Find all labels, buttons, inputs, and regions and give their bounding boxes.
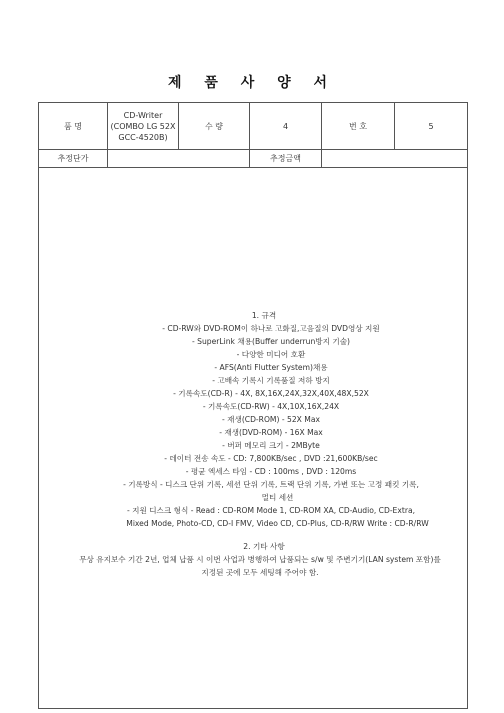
spec-item: - 평균 엑세스 타임 - CD : 100ms , DVD : 120ms bbox=[185, 467, 357, 476]
section1-title: 1. 규격 bbox=[251, 311, 277, 320]
spec-body-row bbox=[39, 168, 468, 709]
label-quantity: 수 량 bbox=[179, 103, 250, 150]
support-line-1: - 지원 디스크 형식 - Read : CD-ROM Mode 1, CD-ROM XA, CD-Audio, CD-Extra, bbox=[126, 506, 416, 515]
spec-item: - 재생(DVD-ROM) - 16X Max bbox=[219, 428, 323, 437]
label-unit-price: 추정단가 bbox=[39, 150, 108, 168]
spec-item: - 기록방식 - 디스크 단위 기록, 세션 단위 기록, 트랙 단위 기록, 가변 또는 고정 패킷 기록, bbox=[123, 480, 419, 489]
spec-item: - 데이터 전송 속도 - CD: 7,800KB/sec , DVD :21,600KB/sec bbox=[164, 454, 378, 463]
price-row bbox=[39, 150, 468, 168]
spec-item: - 버퍼 메모리 크기 - 2MByte bbox=[222, 441, 320, 450]
section2-title: 2. 기타 사항 bbox=[243, 542, 285, 551]
spec-item: - CD-RW와 DVD-ROM이 하나로 고화질,고음질의 DVD영상 지원 bbox=[162, 324, 380, 333]
unit-price-value bbox=[108, 150, 250, 168]
product-line-3: GCC-4520B) bbox=[118, 132, 168, 142]
total-price-value bbox=[322, 150, 468, 168]
label-total-price: 추정금액 bbox=[250, 150, 322, 168]
spec-item: - 기록속도(CD-RW) - 4X,10X,16X,24X bbox=[202, 402, 340, 411]
spec-item-continuation: 멀티 세션 bbox=[261, 493, 294, 502]
product-line-2: (COMBO LG 52X bbox=[110, 121, 176, 131]
spec-body bbox=[39, 297, 467, 579]
label-number: 번 호 bbox=[322, 103, 395, 150]
spec-items bbox=[61, 322, 467, 491]
product-line-1: CD-Writer bbox=[123, 110, 163, 120]
spec-item: - 다양한 미디어 호환 bbox=[236, 350, 306, 359]
support-line-2: Mixed Mode, Photo-CD, CD-I FMV, Video CD, CD-Plus, CD-R/RW Write : CD-R/RW bbox=[126, 519, 429, 528]
spec-item: - 기록속도(CD-R) - 4X, 8X,16X,24X,32X,40X,48X,52X bbox=[173, 389, 369, 398]
number-value: 5 bbox=[395, 103, 468, 150]
quantity-value: 4 bbox=[250, 103, 322, 150]
label-product-name: 품 명 bbox=[39, 103, 108, 150]
spec-item: - 고배속 기록시 기록품질 저하 방지 bbox=[212, 376, 330, 385]
spec-item: - 재생(CD-ROM) - 52X Max bbox=[222, 415, 320, 424]
product-row bbox=[39, 103, 468, 150]
spec-table bbox=[38, 102, 468, 709]
spec-body-cell bbox=[39, 168, 468, 709]
spec-item: - AFS(Anti Flutter System)채용 bbox=[214, 363, 328, 372]
document-title: 제 품 사 양 서 bbox=[167, 75, 337, 91]
product-name-value bbox=[108, 103, 179, 150]
spec-item: - SuperLink 채용(Buffer underrun방지 기술) bbox=[191, 337, 351, 346]
section2-text: 무상 유지보수 기간 2년, 업체 납품 시 이번 사업과 병행하여 납품되는 s/w 및 주변기기(LAN system 포함)를 지정된 곳에 모두 세팅해 주어야 함. bbox=[79, 555, 441, 577]
